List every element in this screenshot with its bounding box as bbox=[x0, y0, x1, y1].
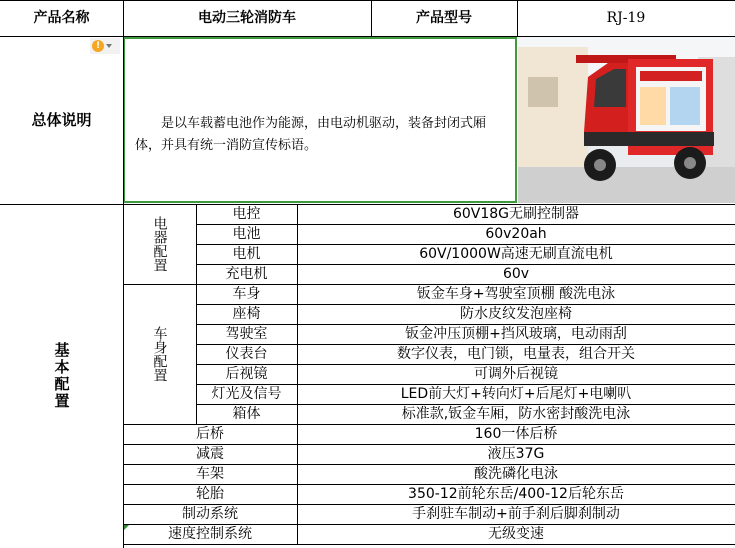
other-item-1: 后桥 bbox=[196, 426, 224, 442]
grid-line bbox=[0, 204, 735, 205]
grid-line bbox=[123, 484, 735, 485]
body-item-2: 座椅 bbox=[232, 306, 261, 322]
grid-line bbox=[196, 404, 735, 405]
grid-line bbox=[196, 324, 735, 325]
grid-line bbox=[123, 544, 735, 545]
electrical-value-2: 60v20ah bbox=[485, 226, 547, 242]
error-check-button[interactable] bbox=[90, 38, 120, 54]
body-item-3: 驾驶室 bbox=[225, 326, 268, 342]
electrical-group-label: 电器配置 bbox=[151, 216, 168, 272]
body-item-7: 箱体 bbox=[232, 406, 261, 422]
body-value-5: 可调外后视镜 bbox=[474, 366, 558, 382]
other-item-3: 车架 bbox=[196, 466, 224, 482]
other-item-6: 速度控制系统 bbox=[168, 526, 252, 542]
body-value-3: 钣金冲压顶棚+挡风玻璃，电动雨刮 bbox=[405, 326, 627, 342]
grid-line bbox=[123, 464, 735, 465]
exclamation-icon: ! bbox=[92, 40, 104, 52]
electrical-item-2: 电池 bbox=[232, 226, 261, 242]
grid-line bbox=[297, 204, 298, 544]
basic-config-label bbox=[0, 204, 123, 548]
grid-line bbox=[196, 204, 197, 424]
overview-label: 总体说明 bbox=[31, 111, 92, 129]
other-value-6: 无级变速 bbox=[488, 526, 544, 542]
other-value-5: 手刹驻车制动+前手刹后脚刹制动 bbox=[412, 506, 620, 522]
grid-line bbox=[123, 424, 735, 425]
grid-line bbox=[517, 0, 518, 36]
grid-line bbox=[196, 344, 735, 345]
body-value-6: LED前大灯+转向灯+后尾灯+电喇叭 bbox=[400, 386, 632, 402]
grid-line bbox=[123, 504, 735, 505]
grid-line bbox=[196, 384, 735, 385]
grid-line bbox=[196, 364, 735, 365]
grid-line bbox=[0, 0, 735, 1]
other-item-2: 减震 bbox=[196, 446, 224, 462]
body-value-4: 数字仪表，电门锁，电量表，组合开关 bbox=[397, 346, 635, 362]
body-value-1: 钣金车身+驾驶室顶棚 酸洗电泳 bbox=[416, 286, 616, 302]
body-value-2: 防水皮纹发泡座椅 bbox=[460, 306, 572, 322]
grid-line bbox=[371, 0, 372, 36]
grid-line bbox=[196, 244, 735, 245]
grid-line bbox=[196, 304, 735, 305]
product-name-label: 产品名称 bbox=[33, 10, 90, 26]
electrical-value-4: 60v bbox=[502, 266, 530, 282]
other-value-4: 350-12前轮东岳/400-12后轮东岳 bbox=[408, 486, 624, 502]
electrical-value-3: 60V/1000W高速无刷直流电机 bbox=[419, 246, 613, 262]
electrical-item-3: 电机 bbox=[232, 246, 261, 262]
grid-line bbox=[196, 264, 735, 265]
grid-line bbox=[0, 36, 735, 37]
other-value-3: 酸洗磷化电泳 bbox=[474, 466, 558, 482]
grid-line bbox=[123, 524, 735, 525]
grid-line bbox=[123, 0, 124, 548]
product-name-value: 电动三轮消防车 bbox=[198, 10, 296, 26]
other-item-5: 制动系统 bbox=[182, 506, 238, 522]
grid-line bbox=[123, 444, 735, 445]
overview-description[interactable]: 是以车载蓄电池作为能源，由电动机驱动，装备封闭式厢体，并具有统一消防宣传标语。 bbox=[123, 37, 517, 203]
other-item-4: 轮胎 bbox=[196, 486, 224, 502]
grid-line bbox=[196, 224, 735, 225]
cell-marker bbox=[124, 525, 129, 530]
body-group-label: 车身配置 bbox=[151, 326, 168, 382]
product-model-label: 产品型号 bbox=[416, 10, 472, 26]
basic-config-text: 基本配置 bbox=[52, 342, 71, 410]
body-item-5: 后视镜 bbox=[225, 366, 268, 382]
body-item-6: 灯光及信号 bbox=[211, 386, 282, 402]
other-value-1: 160一体后桥 bbox=[474, 426, 558, 442]
other-value-2: 液压37G bbox=[487, 446, 545, 462]
electrical-value-1: 60V18G无刷控制器 bbox=[452, 206, 580, 222]
product-photo bbox=[518, 37, 735, 203]
body-item-1: 车身 bbox=[232, 286, 261, 302]
electrical-item-4: 充电机 bbox=[225, 266, 268, 282]
body-value-7: 标准款,钣金车厢，防水密封酸洗电泳 bbox=[401, 406, 631, 422]
chevron-down-icon bbox=[106, 44, 112, 48]
product-model-value: RJ-19 bbox=[606, 10, 646, 26]
grid-line bbox=[123, 284, 735, 285]
electrical-item-1: 电控 bbox=[232, 206, 261, 222]
body-item-4: 仪表台 bbox=[225, 346, 268, 362]
